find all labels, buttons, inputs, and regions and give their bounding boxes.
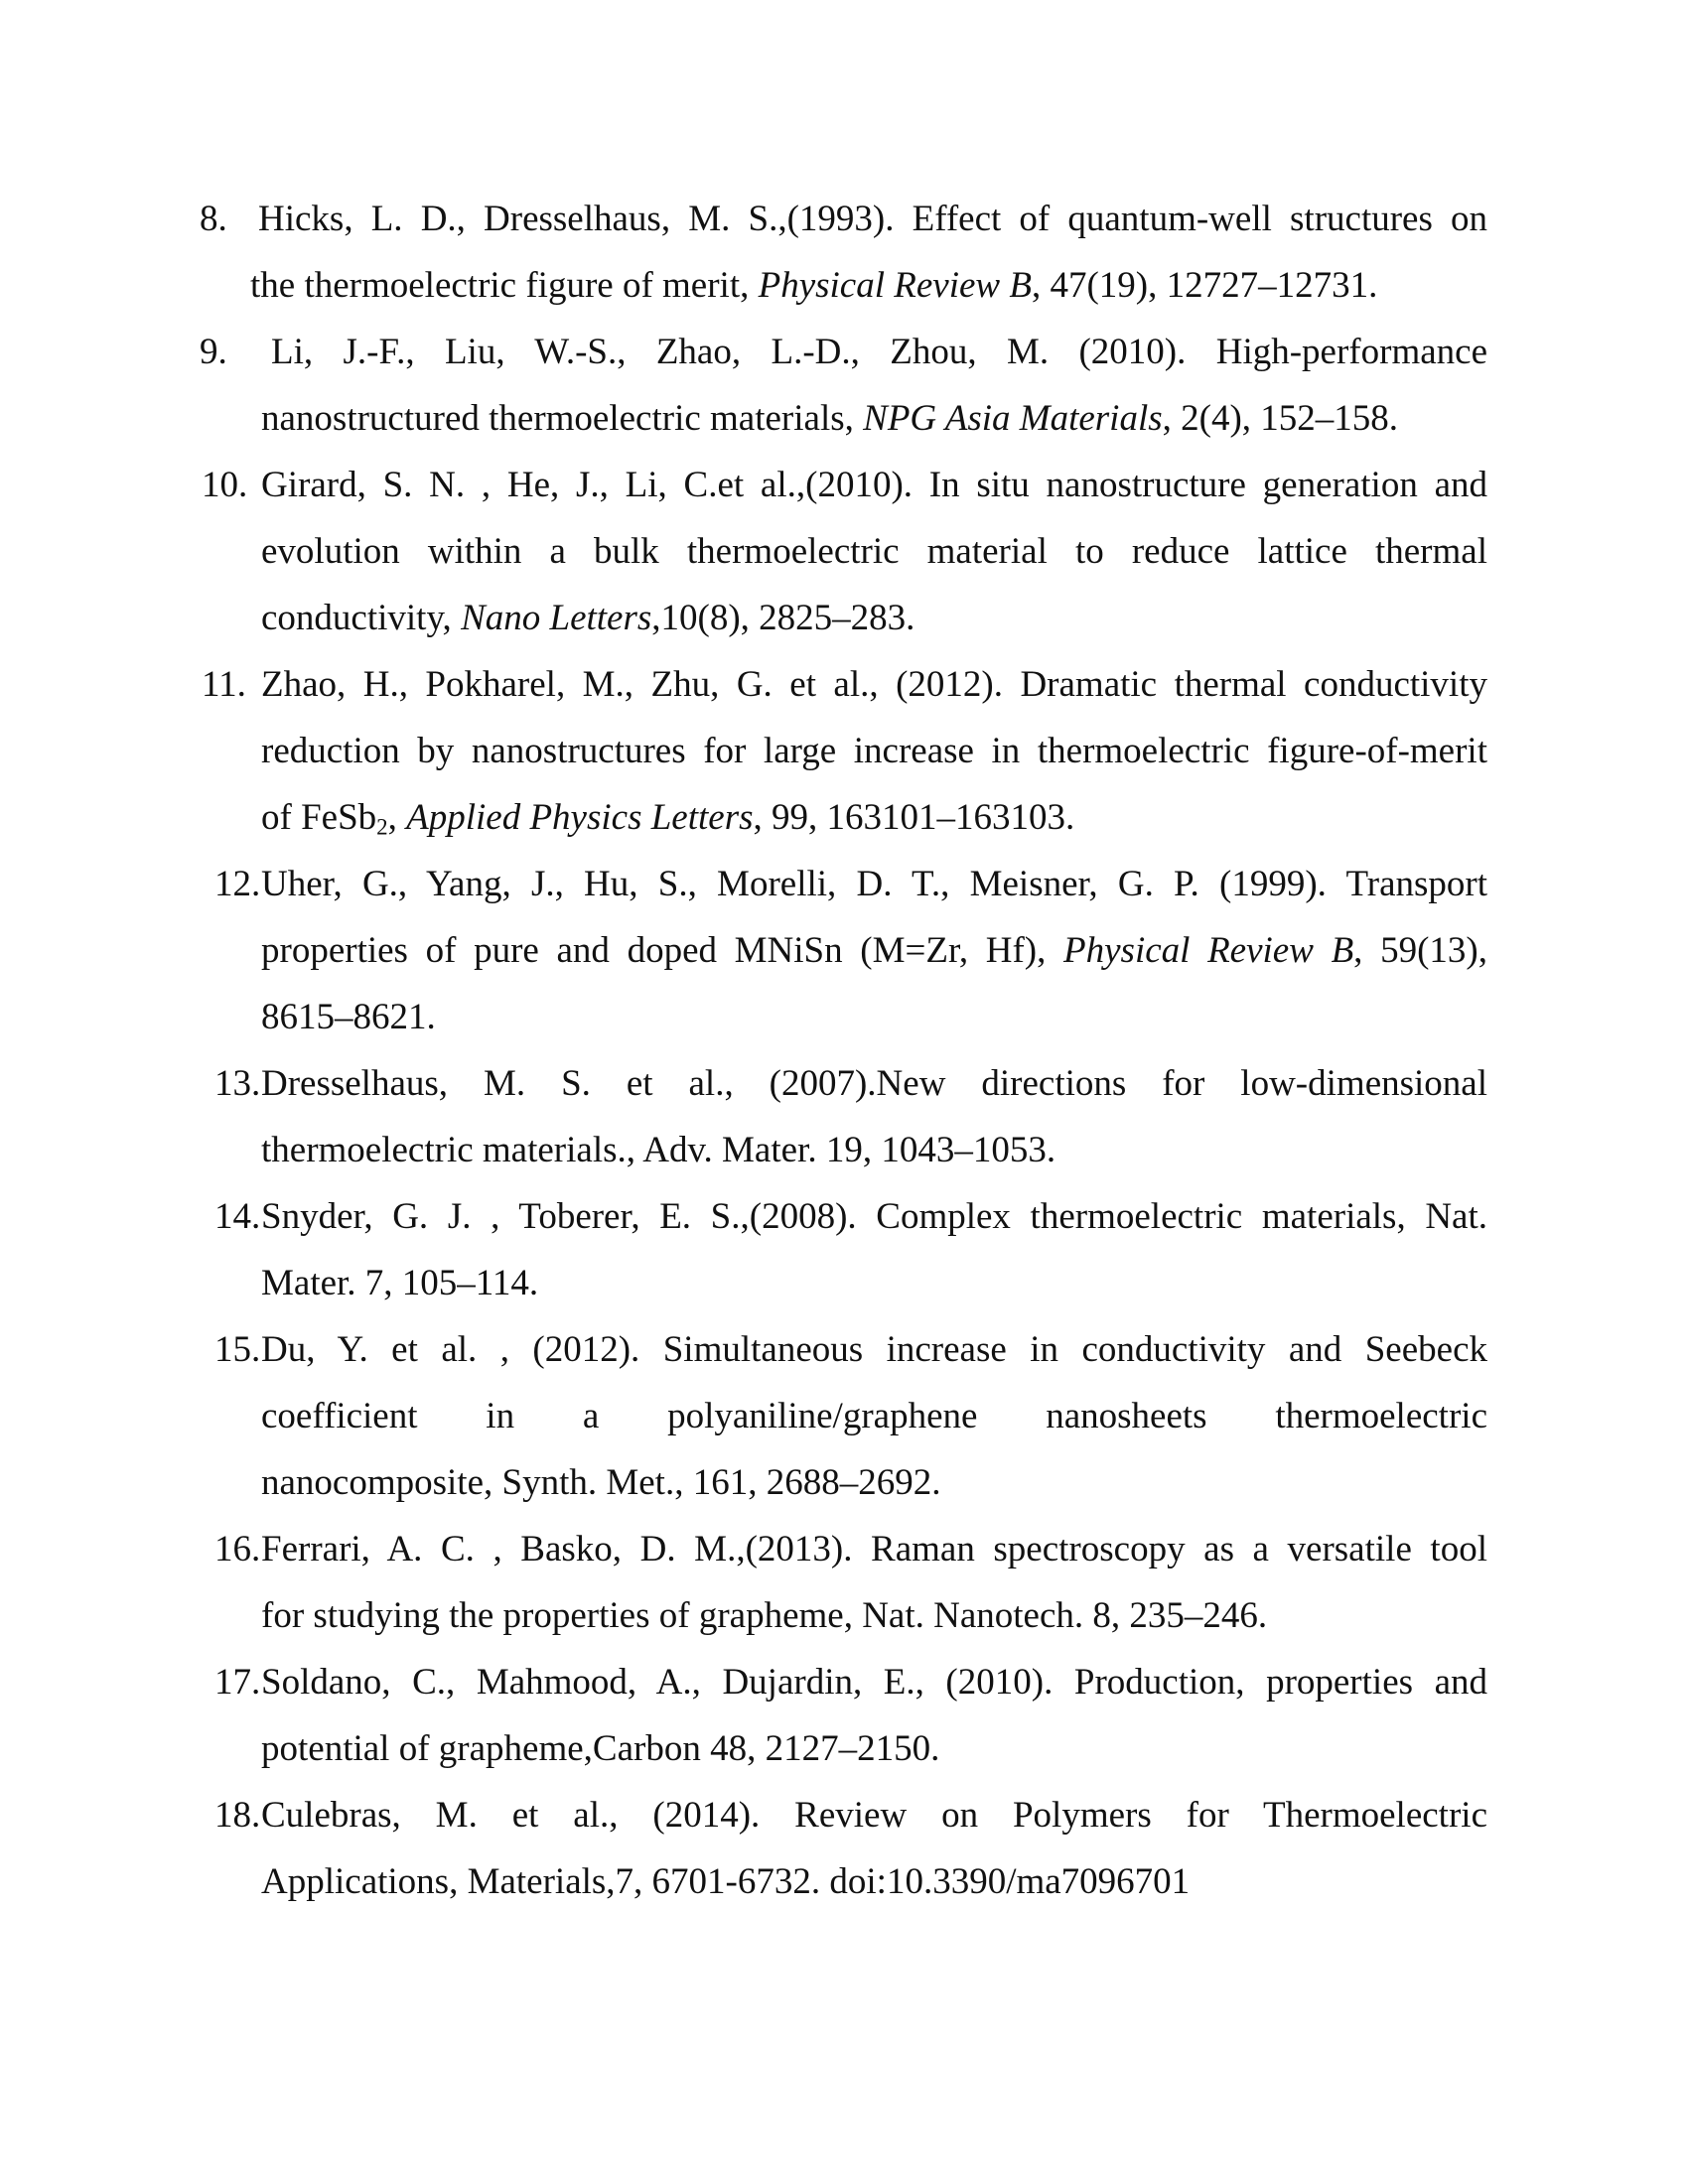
journal-title: Nano Letters: [461, 598, 652, 638]
reference-number: 17.: [214, 1662, 261, 1703]
text-segment: 8615–8621.: [261, 997, 436, 1037]
reference-number: 13.: [214, 1063, 261, 1104]
reference-line: [261, 651, 1487, 718]
reference-text: [261, 319, 1487, 452]
reference-line: [261, 984, 1487, 1050]
reference-number: 11.: [202, 664, 246, 705]
reference-line: [261, 452, 1487, 518]
reference-line: [261, 518, 1487, 585]
reference-line: [261, 1050, 1487, 1117]
reference-line: [261, 1715, 1487, 1782]
text-segment: , 47(19), 12727–12731.: [1031, 265, 1378, 306]
text-segment: reduction by nanostructures for large increase in thermoelectric figure-of-merit: [261, 731, 1487, 771]
reference-line: [261, 784, 1487, 851]
text-segment: Mater. 7, 105–114.: [261, 1263, 539, 1303]
text-segment: Li, J.-F., Liu, W.-S., Zhao, L.-D., Zhou, M. (2010). High-performance: [271, 332, 1487, 372]
reference-number: 8.: [200, 199, 227, 239]
journal-title: Physical Review B: [758, 265, 1032, 306]
reference-line: [250, 252, 1487, 319]
reference-text: [261, 452, 1487, 651]
text-segment: coefficient in a polyaniline/graphene nanosheets thermoelectric: [261, 1396, 1487, 1436]
reference-line: [261, 718, 1487, 784]
reference-line: [261, 1782, 1487, 1848]
text-segment: Zhao, H., Pokharel, M., Zhu, G. et al., (2012). Dramatic thermal conductivity: [261, 664, 1487, 705]
reference-line: [261, 851, 1487, 917]
text-segment: Dresselhaus, M. S. et al., (2007).New directions for low-dimensional: [261, 1063, 1487, 1104]
text-segment: Uher, G., Yang, J., Hu, S., Morelli, D. T., Meisner, G. P. (1999). Transport: [261, 864, 1487, 904]
text-segment: Ferrari, A. C. , Basko, D. M.,(2013). Raman spectroscopy as a versatile tool: [261, 1529, 1487, 1570]
journal-title: Applied Physics Letters: [406, 797, 754, 838]
reference-line: [261, 1183, 1487, 1250]
text-segment: potential of grapheme,Carbon 48, 2127–2150.: [261, 1728, 940, 1769]
text-segment: nanostructured thermoelectric materials,: [261, 398, 864, 439]
reference-text: [261, 1782, 1487, 1915]
reference-line: [258, 186, 1487, 252]
reference-line: [261, 1316, 1487, 1383]
reference-line: [261, 1449, 1487, 1516]
reference-text: [261, 651, 1487, 851]
reference-line: [261, 1250, 1487, 1316]
text-segment: Girard, S. N. , He, J., Li, C.et al.,(2010). In situ nanostructure generation and: [261, 465, 1487, 505]
reference-line: [261, 1383, 1487, 1449]
reference-line: [261, 1582, 1487, 1649]
reference-line: [271, 319, 1487, 385]
reference-line: [261, 1649, 1487, 1715]
reference-number: 10.: [202, 465, 248, 505]
text-segment: ,10(8), 2825–283.: [651, 598, 915, 638]
journal-title: Physical Review B: [1063, 930, 1354, 971]
reference-line: [261, 585, 1487, 651]
text-segment: Du, Y. et al. , (2012). Simultaneous increase in conductivity and Seebeck: [261, 1329, 1487, 1370]
reference-number: 15.: [214, 1329, 261, 1370]
reference-line: [261, 1848, 1487, 1915]
reference-line: [261, 385, 1487, 452]
reference-text: [261, 1649, 1487, 1782]
reference-line: [261, 1117, 1487, 1183]
subscript: 2: [376, 814, 388, 840]
text-segment: Applications, Materials,7, 6701-6732. doi:10.3390/ma7096701: [261, 1861, 1191, 1902]
text-segment: ,: [387, 797, 407, 838]
reference-text: [261, 1050, 1487, 1183]
reference-number: 16.: [214, 1529, 261, 1570]
text-segment: the thermoelectric figure of merit,: [250, 265, 759, 306]
reference-text: [261, 1316, 1487, 1516]
text-segment: , 99, 163101–163103.: [753, 797, 1075, 838]
reference-number: 14.: [214, 1196, 261, 1237]
text-segment: Snyder, G. J. , Toberer, E. S.,(2008). Complex thermoelectric materials, Nat.: [261, 1196, 1487, 1237]
reference-text: [261, 1183, 1487, 1316]
text-segment: , 59(13),: [1353, 930, 1487, 971]
text-segment: , 2(4), 152–158.: [1162, 398, 1399, 439]
text-segment: conductivity,: [261, 598, 462, 638]
reference-line: [261, 1516, 1487, 1582]
text-segment: evolution within a bulk thermoelectric material to reduce lattice thermal: [261, 531, 1487, 572]
reference-text: [250, 186, 1487, 319]
text-segment: for studying the properties of grapheme, Nat. Nanotech. 8, 235–246.: [261, 1595, 1268, 1636]
reference-number: 12.: [214, 864, 261, 904]
text-segment: Hicks, L. D., Dresselhaus, M. S.,(1993). Effect of quantum-well structures on: [258, 199, 1487, 239]
text-segment: Soldano, C., Mahmood, A., Dujardin, E., (2010). Production, properties and: [261, 1662, 1487, 1703]
reference-text: [261, 851, 1487, 1050]
reference-line: [261, 917, 1487, 984]
text-segment: Culebras, M. et al., (2014). Review on Polymers for Thermoelectric: [261, 1795, 1487, 1836]
text-segment: properties of pure and doped MNiSn (M=Zr, Hf),: [261, 930, 1064, 971]
text-segment: nanocomposite, Synth. Met., 161, 2688–2692.: [261, 1462, 941, 1503]
journal-title: NPG Asia Materials: [863, 398, 1163, 439]
reference-text: [261, 1516, 1487, 1649]
text-segment: thermoelectric materials., Adv. Mater. 19, 1043–1053.: [261, 1130, 1056, 1170]
reference-number: 9.: [200, 332, 227, 372]
text-segment: of FeSb: [261, 797, 377, 838]
reference-number: 18.: [214, 1795, 261, 1836]
